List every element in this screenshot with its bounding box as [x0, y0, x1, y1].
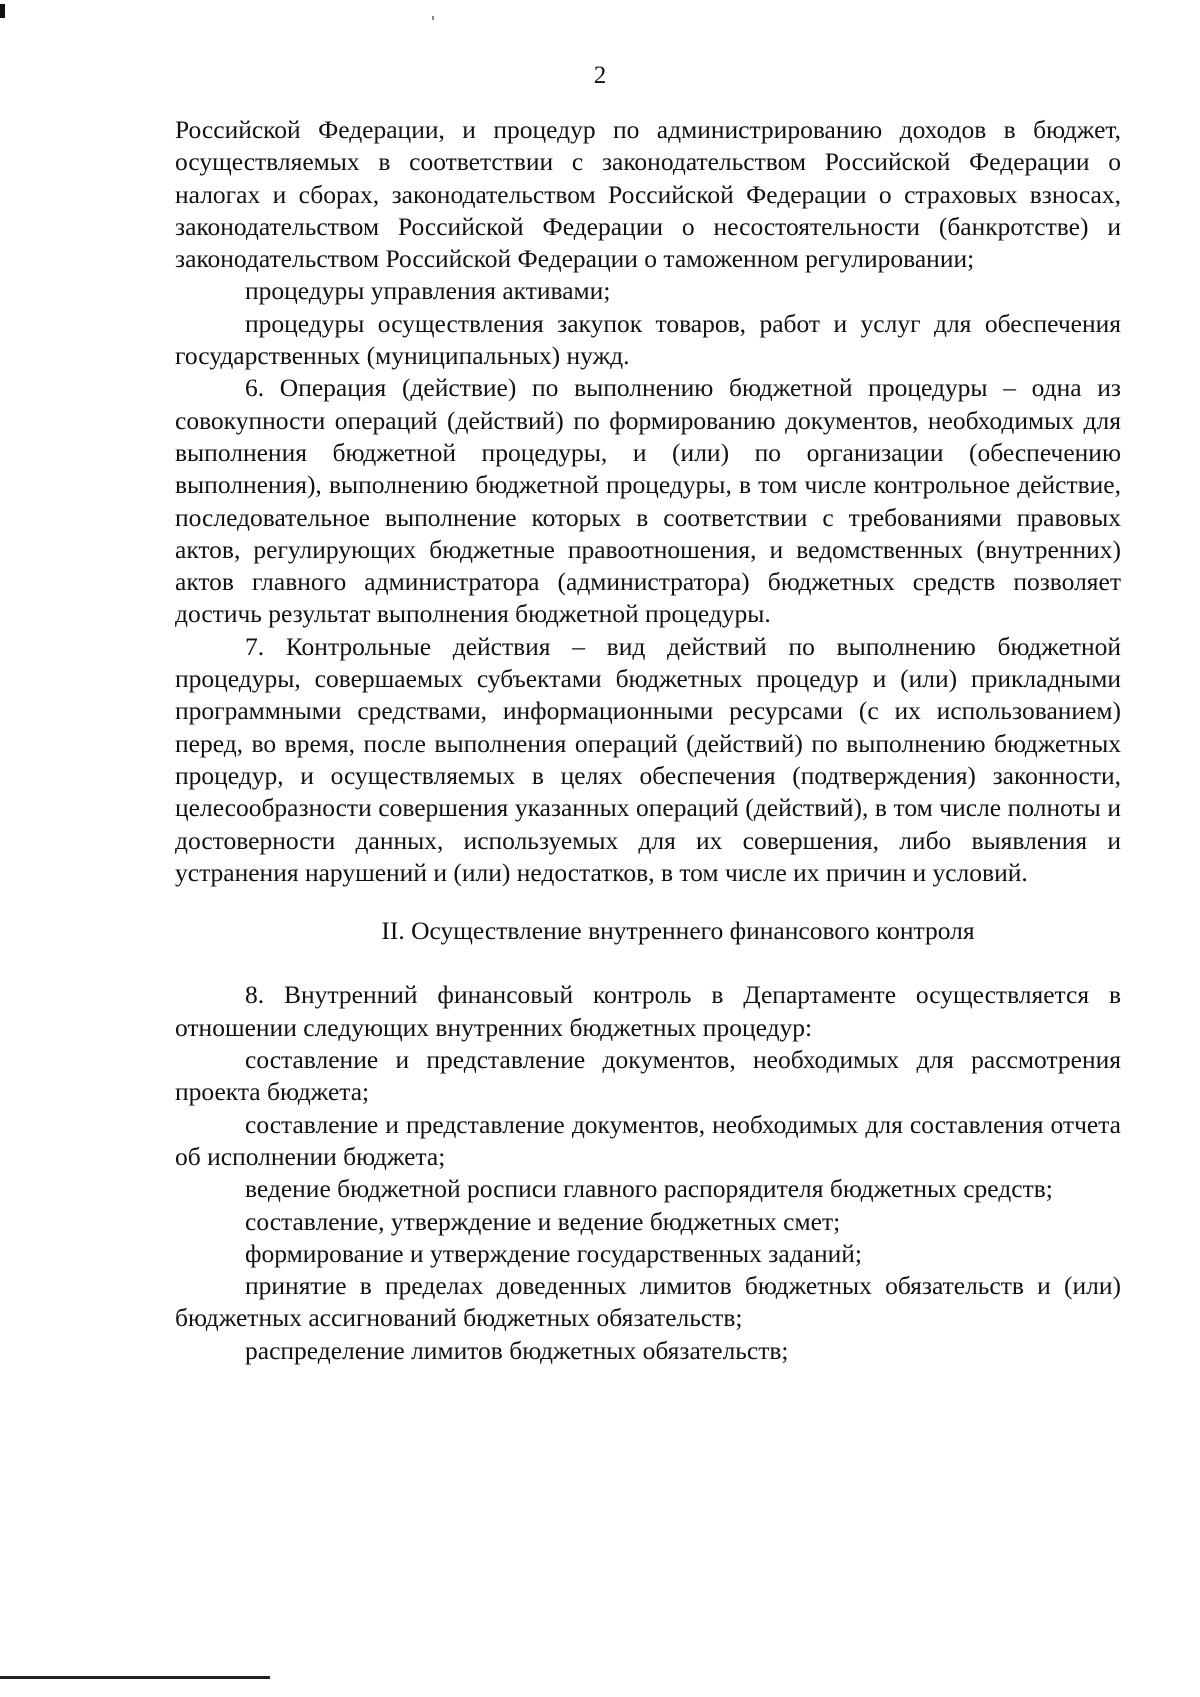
scan-edge-mark	[0, 4, 5, 18]
list-item: ведение бюджетной росписи главного распорядителя бюджетных средств;	[245, 1174, 1053, 1204]
list-item: составление, утверждение и ведение бюджетных смет;	[245, 1206, 841, 1236]
paragraph-item-7: 7. Контрольные действия – вид действий по выполнению бюджетной процедуры, совершаемых субъектами бюджетных процедур и (или) прикладными программными средствами, информационными ресурсами (с их использованием) перед, во время, после выполнения операций (действий) по выполнению бюджетных процедур, и осуществляемых в целях обеспечения (подтверждения) законности, целесообразности совершения указанных операций (действий), в том числе полноты и достоверности данных, используемых для их совершения, либо выявления и устранения нарушений и (или) недостатков, в том числе их причин и условий.	[175, 631, 1121, 887]
page-number: 2	[593, 62, 607, 89]
list-item: составление и представление документов, необходимых для рассмотрения проекта бюджета;	[175, 1045, 1121, 1107]
paragraph: процедуры управления активами;	[245, 276, 611, 306]
section-heading: II. Осуществление внутреннего финансового контроля	[381, 916, 975, 946]
document-body	[175, 114, 1121, 1367]
paragraph-item-6: 6. Операция (действие) по выполнению бюджетной процедуры – одна из совокупности операций (действий) по формированию документов, необходимых для выполнения бюджетной процедуры, и (или) по организации (обеспечению выполнения), выполнению бюджетной процедуры, в том числе контрольное действие, последовательное выполнение которых в соответствии с требованиями правовых актов, регулирующих бюджетные правоотношения, и ведомственных (внутренних) актов главного администратора (администратора) бюджетных средств позволяет достичь результат выполнения бюджетной процедуры.	[175, 373, 1121, 629]
list-item: принятие в пределах доведенных лимитов бюджетных обязательств и (или) бюджетных ассигнований бюджетных обязательств;	[175, 1271, 1121, 1333]
paragraph: процедуры осуществления закупок товаров, работ и услуг для обеспечения государственных (муниципальных) нужд.	[175, 308, 1121, 371]
scan-edge-line	[0, 1676, 270, 1679]
spacer	[175, 889, 1121, 915]
list-item: составление и представление документов, необходимых для составления отчета об исполнении бюджета;	[175, 1109, 1121, 1171]
list-item: распределение лимитов бюджетных обязательств;	[245, 1335, 789, 1365]
spacer	[175, 947, 1121, 979]
paragraph-item-8: 8. Внутренний финансовый контроль в Департаменте осуществляется в отношении следующих внутренних бюджетных процедур:	[175, 980, 1121, 1042]
list-item: формирование и утверждение государственных заданий;	[245, 1238, 863, 1268]
scan-speck	[432, 16, 434, 20]
paragraph: Российской Федерации, и процедур по администрированию доходов в бюджет, осуществляемых в соответствии с законодательством Российской Федерации о налогах и сборах, законодательством Российской Федерации о страховых взносах, законодательством Российской Федерации о несостоятельности (банкротстве) и законодательством Российской Федерации о таможенном регулировании;	[175, 115, 1121, 274]
